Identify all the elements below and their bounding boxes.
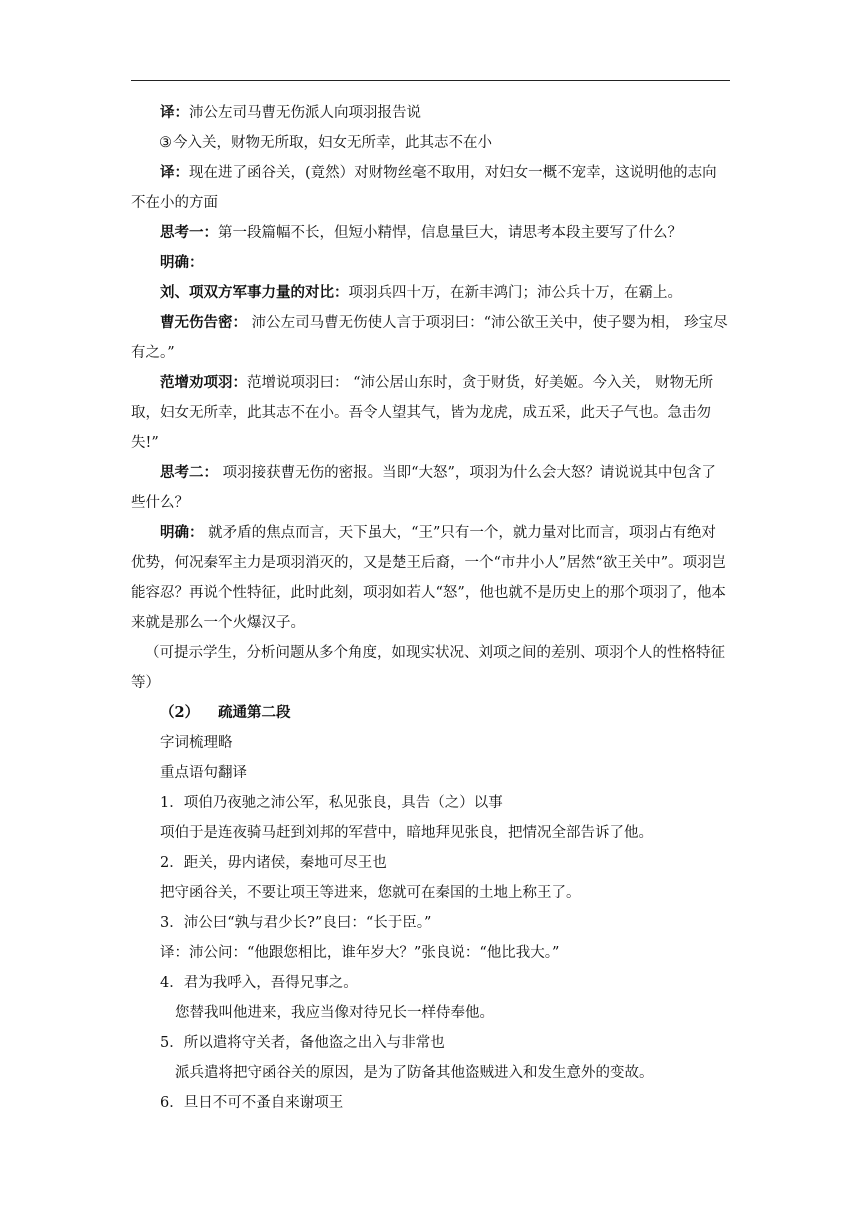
list-item: 3．沛公曰“孰与君少长?”良曰：“长于臣。” — [160, 915, 432, 931]
question-one: 思考一：第一段篇幅不长，但短小精悍，信息量巨大，请思考本段主要写了什么？ — [160, 224, 682, 241]
point-military-comparison: 刘、项双方军事力量的对比：项羽兵四十万，在新丰鸿门；沛公兵十万，在霸上。 — [160, 284, 682, 301]
list-item: 1．项伯乃夜驰之沛公军，私见张良，具告（之）以事 — [160, 795, 503, 811]
list-item-translation: 派兵遣将把守函谷关的原因，是为了防备其他盗贼进入和发生意外的变故。 — [175, 1065, 654, 1081]
point-informant: 曹无伤告密： 沛公左司马曹无伤使人言于项羽曰：“沛公欲王关中，使子婴为相， 珍宝尽有之。” — [131, 314, 728, 361]
key-sentences-heading: 重点语句翻译 — [160, 765, 247, 781]
list-item: 6．旦日不可不蚤自来谢项王 — [160, 1095, 344, 1111]
answer-label: 明确： — [160, 254, 204, 271]
circled-number: ③ — [159, 135, 172, 151]
list-item-translation: 您替我叫他进来，我应当像对待兄长一样侍奉他。 — [175, 1005, 494, 1021]
source-sentence-3: ③今入关，财物无所取，妇女无所幸，此其志不在小 — [131, 128, 730, 158]
question-two: 思考二： 项羽接获曹无伤的密报。当即“大怒”，项羽为什么会大怒？请说说其中包含了些什么？ — [131, 464, 716, 511]
list-item: 2．距关，毋内诸侯，秦地可尽王也 — [160, 855, 387, 871]
list-item-translation: 把守函谷关，不要让项王等进来，您就可在秦国的土地上称王了。 — [160, 885, 581, 901]
translation-paragraph: 译：现在进了函谷关，(竟然）对财物丝毫不取用，对妇女一概不宠幸，这说明他的志向不在小的方面 — [131, 164, 717, 211]
point-fan-zeng-advice: 范增劝项羽：范增说项羽曰： “沛公居山东时，贪于财货，好美姬。今入关， 财物无所取，妇女无所幸，此其志不在小。吾令人望其气，皆为龙虎，成五采，此天子气也。急击勿失!” — [131, 374, 714, 451]
answer-two: 明确： 就矛盾的焦点而言，天下虽大，“王”只有一个，就力量对比而言，项羽占有绝对优势，何况秦军主力是项羽消灭的，又是楚王后裔，一个“市井小人”居然“欲王关中”。项羽岂能容忍？再说个性特征，此时此刻，项羽如若人“怒”，他也就不是历史上的那个项羽了，他本来就是那么一个火爆汉子。 — [131, 524, 727, 631]
translation-line: 译：沛公左司马曹无伤派人向项羽报告说 — [160, 104, 421, 121]
section-heading: （2） 疏通第二段 — [160, 704, 291, 721]
list-item: 5．所以遣将守关者，备他盗之出入与非常也 — [160, 1035, 445, 1051]
teaching-note: （可提示学生，分析问题从多个角度，如现实状况、刘项之间的差别、项羽个人的性格特征等） — [131, 645, 725, 691]
document-body — [131, 98, 730, 1118]
header-rule — [131, 80, 730, 81]
list-item-translation: 译：沛公问：“他跟您相比，谁年岁大？”张良说：“他比我大。” — [160, 945, 560, 961]
list-item: 4．君为我呼入，吾得兄事之。 — [160, 975, 358, 991]
list-item-translation: 项伯于是连夜骑马赶到刘邦的军营中，暗地拜见张良，把情况全部告诉了他。 — [160, 825, 653, 841]
vocab-note: 字词梳理略 — [160, 735, 233, 751]
